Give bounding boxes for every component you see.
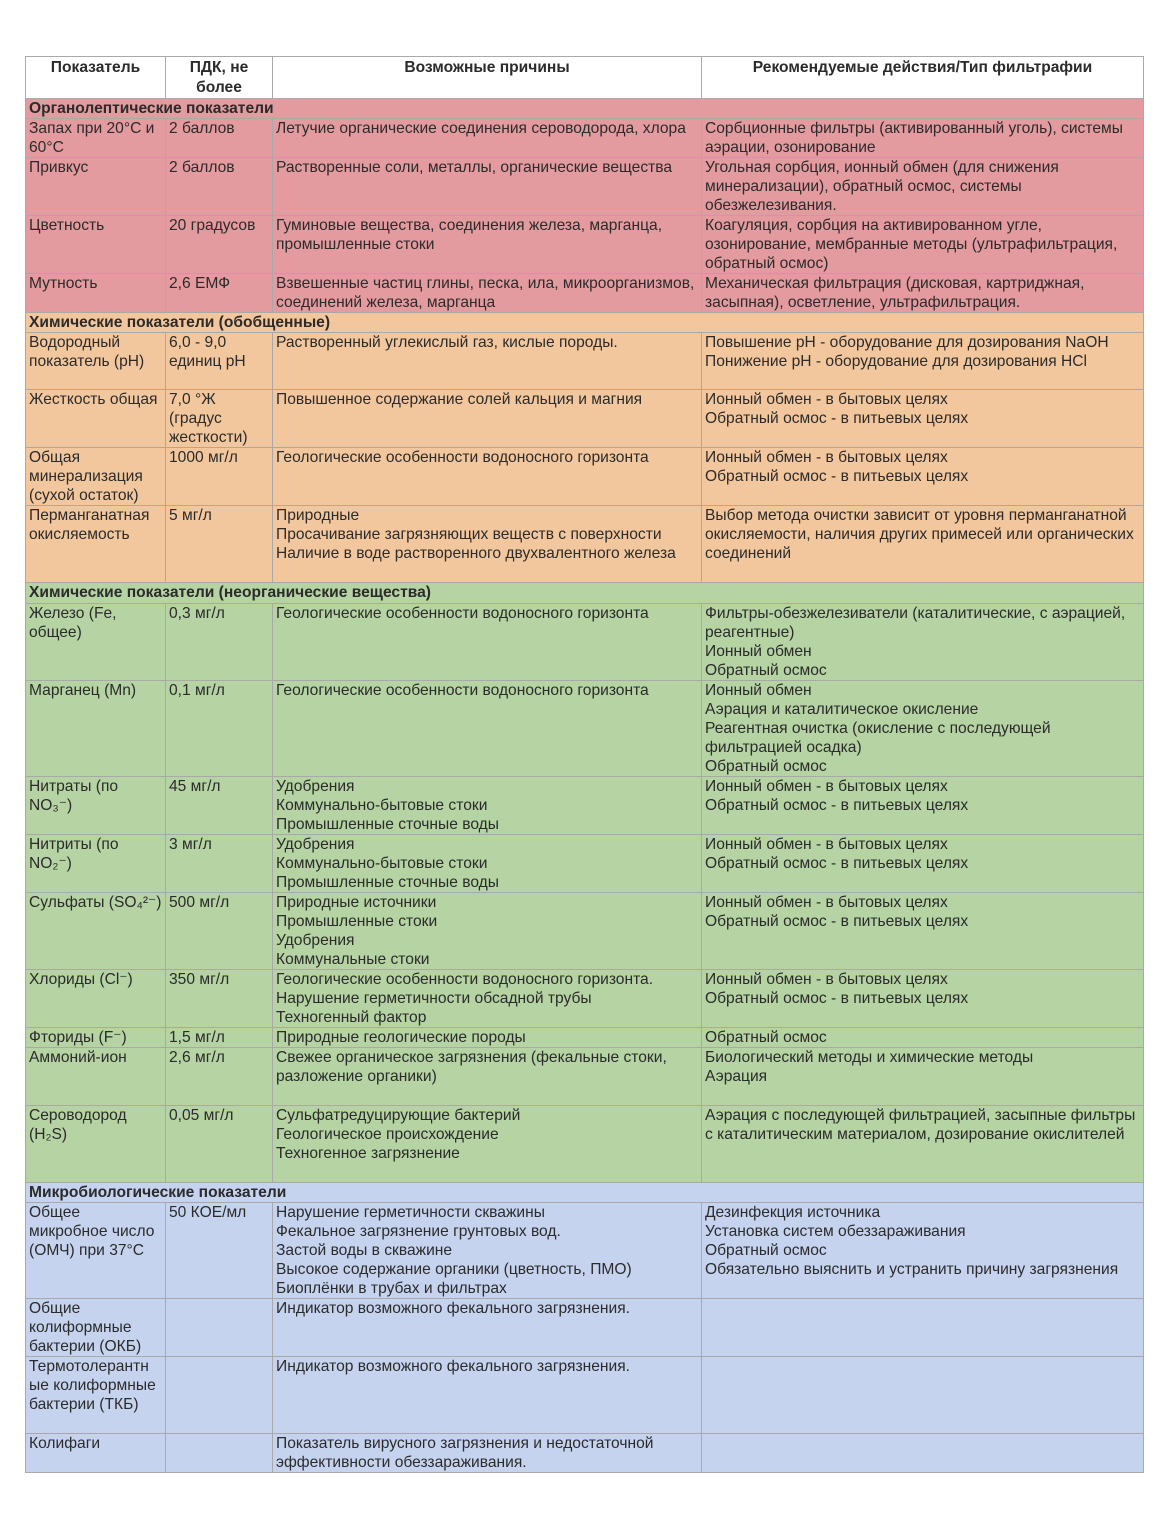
cell-text: 0,1 мг/л [169,682,225,699]
cell-text: 7,0 °Ж (градус жесткости) [169,391,248,446]
cell-text: Запах при 20°С и 60°С [29,120,159,156]
cell-text: Аэрация [705,1068,768,1085]
cell-text: Геологические особенности водоносного горизонта. [276,971,654,988]
cell-text: Техногенный фактор [276,1009,427,1026]
cell-text: Выбор метода очистки зависит от уровня перманганатной окисляемости, наличия других примесей или органических соединений [705,507,1139,562]
indicator-cell [26,681,166,777]
cell-text: Сульфаты (SO₄²⁻) [29,894,162,911]
cell-text: Водородный показатель (рН) [29,334,145,370]
table-row [26,777,1144,835]
indicator-cell [26,1048,166,1106]
table-row [26,1203,1144,1299]
causes-cell [273,1106,702,1183]
cell-text: Геологическое происхождение [276,1126,499,1143]
cell-text: Техногенное загрязнение [276,1145,460,1162]
mac-cell [166,777,273,835]
table-row [26,970,1144,1028]
cell-text: Геологические особенности водоносного горизонта [276,605,649,622]
table-row [26,1299,1144,1357]
cell-text: Сероводород (H₂S) [29,1107,131,1143]
cell-text: Общая минерализация (сухой остаток) [29,449,148,504]
mac-cell [166,1028,273,1048]
section-row [26,99,1144,119]
actions-cell [702,681,1144,777]
cell-text: Понижение рН - оборудование для дозирования HCl [705,353,1088,370]
table-row [26,1434,1144,1473]
mac-cell [166,1048,273,1106]
section-title: Химические показатели (неорганические вещества) [26,583,1144,604]
mac-cell [166,158,273,216]
cell-text: Обратный осмос [705,1242,827,1259]
cell-text: Цветность [29,217,105,234]
table-row [26,216,1144,274]
cell-text: Нарушение герметичности обсадной трубы [276,990,592,1007]
cell-text: 2 баллов [169,159,235,176]
cell-text: Промышленные сточные воды [276,816,499,833]
causes-cell [273,835,702,893]
table-row [26,158,1144,216]
actions-cell [702,835,1144,893]
section-row [26,1183,1144,1203]
cell-text: 5 мг/л [169,507,212,524]
actions-cell [702,970,1144,1028]
cell-text: Аэрация с последующей фильтрацией, засыпные фильтры с каталитическим материалом, дозирование окислителей [705,1107,1140,1143]
causes-cell [273,506,702,583]
cell-text: Перманганатная окисляемость [29,507,154,543]
cell-text: Нитриты (по NO₂⁻) [29,836,123,872]
cell-text: Ионный обмен - в бытовых целях [705,778,948,795]
cell-text: Коммунальные стоки [276,951,430,968]
cell-text: Ионный обмен - в бытовых целях [705,894,948,911]
actions-cell [702,390,1144,448]
cell-text: Коммунально-бытовые стоки [276,797,488,814]
causes-cell [273,1357,702,1434]
actions-cell [702,1357,1144,1434]
actions-cell [702,777,1144,835]
indicator-cell [26,448,166,506]
cell-text: Угольная сорбция, ионный обмен (для снижения минерализации), обратный осмос, системы обезжелезивания. [705,159,1064,214]
actions-cell [702,333,1144,390]
header-indicator: Показатель [26,57,166,99]
cell-text: 6,0 - 9,0 единиц рН [169,334,246,370]
actions-cell [702,448,1144,506]
cell-text: 2 баллов [169,120,235,137]
cell-text: 350 мг/л [169,971,230,988]
mac-cell [166,1299,273,1357]
cell-text: 3 мг/л [169,836,212,853]
cell-text: Индикатор возможного фекального загрязнения. [276,1358,630,1375]
cell-text: Обратный осмос - в питьевых целях [705,468,969,485]
cell-text: Ионный обмен [705,682,812,699]
table-row [26,390,1144,448]
actions-cell [702,893,1144,970]
cell-text: Термотолерантн ые колиформные бактерии (ТКБ) [29,1358,161,1413]
actions-cell [702,1299,1144,1357]
cell-text: Растворенные соли, металлы, органические вещества [276,159,673,176]
cell-text: Мутность [29,275,98,292]
cell-text: Коагуляция, сорбция на активированном угле, озонирование, мембранные методы (ультрафильтрация, обратный осмос) [705,217,1122,272]
cell-text: Просачивание загрязняющих веществ с поверхности [276,526,662,543]
indicator-cell [26,119,166,158]
table-row [26,274,1144,313]
cell-text: Природные [276,507,360,524]
cell-text: Обратный осмос - в питьевых целях [705,410,969,427]
cell-text: Обратный осмос - в питьевых целях [705,913,969,930]
indicator-cell [26,1434,166,1473]
cell-text: Механическая фильтрация (дисковая, картриджная, засыпная), осветление, ультрафильтрация. [705,275,1089,311]
indicator-cell [26,893,166,970]
cell-text: 50 КОЕ/мл [169,1204,247,1221]
cell-text: Железо (Fe, общее) [29,605,121,641]
mac-cell [166,448,273,506]
cell-text: Геологические особенности водоносного горизонта [276,682,649,699]
cell-text: 2,6 мг/л [169,1049,225,1066]
actions-cell [702,1203,1144,1299]
table-row [26,506,1144,583]
cell-text: Повышение рН - оборудование для дозирования NaOH [705,334,1109,351]
indicator-cell [26,333,166,390]
cell-text: Ионный обмен - в бытовых целях [705,391,948,408]
cell-text: Жесткость общая [29,391,158,408]
causes-cell [273,216,702,274]
actions-cell [702,1028,1144,1048]
cell-text: Хлориды (Cl⁻) [29,971,133,988]
cell-text: Общее микробное число (ОМЧ) при 37°С [29,1204,159,1259]
section-row [26,313,1144,333]
cell-text: 45 мг/л [169,778,221,795]
cell-text: Нарушение герметичности скважины [276,1204,545,1221]
section-title: Химические показатели (обобщенные) [26,313,1144,333]
indicator-cell [26,506,166,583]
cell-text: Застой воды в скважине [276,1242,453,1259]
mac-cell [166,333,273,390]
header-actions: Рекомендуемые действия/Тип фильтрафии [702,57,1144,99]
actions-cell [702,216,1144,274]
cell-text: Фекальное загрязнение грунтовых вод. [276,1223,561,1240]
cell-text: Обратный осмос [705,1029,827,1046]
table-row [26,1048,1144,1106]
mac-cell [166,681,273,777]
cell-text: Аэрация и каталитическое окисление [705,701,979,718]
causes-cell [273,604,702,681]
cell-text: Колифаги [29,1435,101,1452]
indicator-cell [26,1028,166,1048]
mac-cell [166,506,273,583]
actions-cell [702,1048,1144,1106]
table-row [26,119,1144,158]
section-row [26,583,1144,604]
cell-text: Установка систем обеззараживания [705,1223,966,1240]
causes-cell [273,119,702,158]
causes-cell [273,390,702,448]
mac-cell [166,1434,273,1473]
table-row [26,448,1144,506]
cell-text: Биоплёнки в трубах и фильтрах [276,1280,507,1297]
cell-text: Фториды (F⁻) [29,1029,127,1046]
mac-cell [166,216,273,274]
causes-cell [273,970,702,1028]
mac-cell [166,1106,273,1183]
cell-text: Аммоний-ион [29,1049,127,1066]
cell-text: Повышенное содержание солей кальция и магния [276,391,643,408]
indicator-cell [26,1357,166,1434]
table-row [26,681,1144,777]
indicator-cell [26,777,166,835]
cell-text: Высокое содержание органики (цветность, ПМО) [276,1261,632,1278]
section-title: Микробиологические показатели [26,1183,1144,1203]
indicator-cell [26,390,166,448]
cell-text: Привкус [29,159,89,176]
cell-text: Показатель вирусного загрязнения и недостаточной эффективности обеззараживания. [276,1435,658,1471]
cell-text: Промышленные стоки [276,913,438,930]
indicator-cell [26,216,166,274]
indicator-cell [26,158,166,216]
causes-cell [273,448,702,506]
cell-text: Ионный обмен [705,643,812,660]
cell-text: 2,6 ЕМФ [169,275,231,292]
causes-cell [273,333,702,390]
cell-text: Геологические особенности водоносного горизонта [276,449,649,466]
cell-text: Растворенный углекислый газ, кислые породы. [276,334,618,351]
cell-text: Наличие в воде растворенного двухвалентного железа [276,545,676,562]
actions-cell [702,119,1144,158]
table-row [26,333,1144,390]
mac-cell [166,835,273,893]
cell-text: Обратный осмос - в питьевых целях [705,855,969,872]
table-header-row [26,57,1144,99]
mac-cell [166,274,273,313]
cell-text: Обратный осмос [705,662,827,679]
cell-text: 500 мг/л [169,894,230,911]
cell-text: Коммунально-бытовые стоки [276,855,488,872]
cell-text: Обязательно выяснить и устранить причину загрязнения [705,1261,1119,1278]
indicator-cell [26,1106,166,1183]
indicator-cell [26,970,166,1028]
indicator-cell [26,1299,166,1357]
cell-text: Дезинфекция источника [705,1204,881,1221]
header-mac: ПДК, не более [166,57,273,99]
cell-text: Индикатор возможного фекального загрязнения. [276,1300,630,1317]
cell-text: Удобрения [276,778,355,795]
cell-text: Обратный осмос [705,758,827,775]
cell-text: Реагентная очистка (окисление с последующей фильтрацией осадка) [705,720,1055,756]
actions-cell [702,1434,1144,1473]
causes-cell [273,1203,702,1299]
cell-text: 1000 мг/л [169,449,238,466]
mac-cell [166,390,273,448]
causes-cell [273,777,702,835]
table-row [26,1357,1144,1434]
section-title: Органолептические показатели [26,99,1144,119]
actions-cell [702,506,1144,583]
mac-cell [166,970,273,1028]
causes-cell [273,274,702,313]
table-row [26,893,1144,970]
mac-cell [166,1203,273,1299]
water-quality-table [25,56,1144,1473]
cell-text: 0,05 мг/л [169,1107,234,1124]
mac-cell [166,604,273,681]
cell-text: Свежее органическое загрязнения (фекальные стоки, разложение органики) [276,1049,672,1085]
cell-text: Фильтры-обезжелезиватели (каталитические, с аэрацией, реагентные) [705,605,1130,641]
indicator-cell [26,835,166,893]
actions-cell [702,1106,1144,1183]
cell-text: Природные источники [276,894,437,911]
cell-text: Летучие органические соединения сероводорода, хлора [276,120,686,137]
cell-text: Удобрения [276,932,355,949]
cell-text: Взвешенные частиц глины, песка, ила, микроорганизмов, соединений железа, марганца [276,275,699,311]
table-row [26,1106,1144,1183]
cell-text: Марганец (Mn) [29,682,137,699]
table-row [26,835,1144,893]
table-row [26,604,1144,681]
cell-text: Промышленные сточные воды [276,874,499,891]
cell-text: Гуминовые вещества, соединения железа, марганца, промышленные стоки [276,217,667,253]
causes-cell [273,1028,702,1048]
header-causes: Возможные причины [273,57,702,99]
indicator-cell [26,604,166,681]
cell-text: Нитраты (по NO₃⁻) [29,778,123,814]
cell-text: Общие колиформные бактерии (ОКБ) [29,1300,142,1355]
mac-cell [166,1357,273,1434]
cell-text: 20 градусов [169,217,256,234]
table-row [26,1028,1144,1048]
table-body [26,99,1144,1473]
causes-cell [273,893,702,970]
causes-cell [273,681,702,777]
cell-text: 0,3 мг/л [169,605,225,622]
indicator-cell [26,274,166,313]
cell-text: Удобрения [276,836,355,853]
cell-text: Ионный обмен - в бытовых целях [705,449,948,466]
cell-text: 1,5 мг/л [169,1029,225,1046]
cell-text: Природные геологические породы [276,1029,526,1046]
cell-text: Обратный осмос - в питьевых целях [705,797,969,814]
actions-cell [702,604,1144,681]
actions-cell [702,274,1144,313]
cell-text: Ионный обмен - в бытовых целях [705,836,948,853]
causes-cell [273,1048,702,1106]
cell-text: Биологический методы и химические методы [705,1049,1034,1066]
indicator-cell [26,1203,166,1299]
cell-text: Ионный обмен - в бытовых целях [705,971,948,988]
causes-cell [273,158,702,216]
cell-text: Сульфатредуцирующие бактерий [276,1107,521,1124]
cell-text: Сорбционные фильтры (активированный уголь), системы аэрации, озонирование [705,120,1128,156]
mac-cell [166,119,273,158]
cell-text: Обратный осмос - в питьевых целях [705,990,969,1007]
actions-cell [702,158,1144,216]
mac-cell [166,893,273,970]
causes-cell [273,1299,702,1357]
causes-cell [273,1434,702,1473]
